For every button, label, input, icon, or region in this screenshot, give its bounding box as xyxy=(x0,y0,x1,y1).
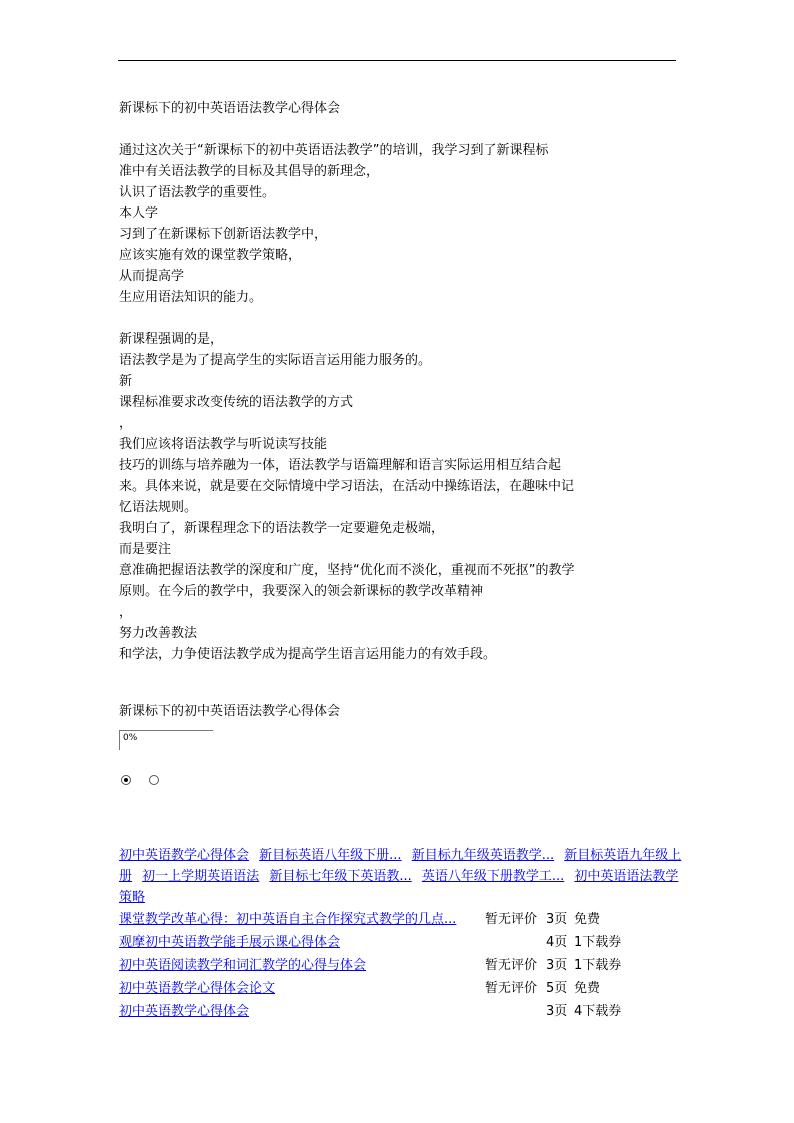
related-tag-link[interactable]: 英语八年级下册教学工... xyxy=(421,869,565,884)
related-tag-link[interactable]: 初中英语教学心得体会 xyxy=(119,848,250,863)
body-line: 努力改善教法 xyxy=(119,626,198,641)
related-tag-link[interactable]: 初一上学期英语语法 xyxy=(142,869,260,884)
doc-pages: 3页 xyxy=(546,912,568,927)
body-line: 技巧的训练与培养融为一体，语法教学与语篇理解和语言实际运用相互结合起 xyxy=(119,458,562,473)
related-doc-link[interactable]: 观摩初中英语教学能手展示课心得体会 xyxy=(119,935,341,950)
doc-rating: 暂无评价 xyxy=(485,981,538,996)
viewer-title: 新课标下的初中英语语法教学心得体会 xyxy=(119,704,341,719)
top-rule xyxy=(118,60,676,61)
doc-pages: 3页 xyxy=(546,1004,568,1019)
body-line: 本人学 xyxy=(119,206,159,221)
doc-price: 1下载券 xyxy=(574,935,622,950)
body-line: 意准确把握语法教学的深度和广度，坚持“优化而不淡化，重视而不死抠”的教学 xyxy=(119,563,575,578)
related-tag-link[interactable]: 新目标九年级英语教学... xyxy=(411,848,555,863)
body-line: 习到了在新课标下创新语法教学中， xyxy=(119,227,328,242)
body-line: 我明白了，新课程理念下的语法教学一定要避免走极端， xyxy=(119,521,445,536)
doc-pages: 3页 xyxy=(546,958,568,973)
body-line: 认识了语法教学的重要性。 xyxy=(119,185,276,200)
body-line: 通过这次关于“新课标下的初中英语语法教学”的培训，我学习到了新课程标 xyxy=(119,143,549,158)
doc-rating: 暂无评价 xyxy=(485,912,538,927)
radio-option-2[interactable] xyxy=(149,775,159,785)
body-line: 而是要注 xyxy=(119,542,172,557)
related-docs-list xyxy=(119,908,689,1023)
body-line: 新 xyxy=(119,374,133,389)
body-line: 来。具体来说，就是要在交际情境中学习语法，在活动中操练语法，在趣味中记 xyxy=(119,479,575,494)
doc-pages: 4页 xyxy=(546,935,568,950)
related-doc-row xyxy=(119,977,689,1000)
body-line: 和学法，力争使语法教学成为提高学生语言运用能力的有效手段。 xyxy=(119,647,497,662)
related-doc-link[interactable]: 初中英语教学心得体会 xyxy=(119,1004,250,1019)
related-tag-link[interactable]: 新目标英语九年级上册 xyxy=(119,848,682,884)
doc-price: 免费 xyxy=(574,981,601,996)
doc-price: 免费 xyxy=(574,912,601,927)
document-body xyxy=(119,98,699,665)
related-doc-row xyxy=(119,931,689,954)
body-line: 新课程强调的是， xyxy=(119,332,224,347)
body-line: 准中有关语法教学的目标及其倡导的新理念， xyxy=(119,164,380,179)
spacer xyxy=(119,119,699,140)
related-section xyxy=(119,845,689,1023)
related-doc-link[interactable]: 初中英语教学心得体会论文 xyxy=(119,981,276,996)
progress-label: 0% xyxy=(123,733,138,743)
related-doc-row xyxy=(119,954,689,977)
body-line: 原则。在今后的教学中，我要深入的领会新课标的教学改革精神 xyxy=(119,584,484,599)
body-line: 应该实施有效的课堂教学策略， xyxy=(119,248,302,263)
doc-pages: 5页 xyxy=(546,981,568,996)
doc-price: 1下载券 xyxy=(574,958,622,973)
progress-field[interactable] xyxy=(119,730,213,750)
doc-rating: 暂无评价 xyxy=(485,958,538,973)
doc-price: 4下载券 xyxy=(574,1004,622,1019)
related-doc-link[interactable]: 课堂教学改革心得：初中英语自主合作探究式教学的几点... xyxy=(119,912,457,927)
body-line: 语法教学是为了提高学生的实际语言运用能力服务的。 xyxy=(119,353,432,368)
related-tag-link[interactable]: 新目标英语八年级下册... xyxy=(259,848,402,863)
radio-option-1[interactable] xyxy=(121,775,131,785)
related-doc-row xyxy=(119,1000,689,1023)
paragraph-gap xyxy=(119,308,699,329)
related-tag-link[interactable]: 新目标七年级下英语教... xyxy=(269,869,412,884)
related-doc-link[interactable]: 初中英语阅读教学和词汇教学的心得与体会 xyxy=(119,958,367,973)
body-line: 生应用语法知识的能力。 xyxy=(119,290,263,305)
body-line: 从而提高学 xyxy=(119,269,185,284)
body-line: 课程标准要求改变传统的语法教学的方式 xyxy=(119,395,354,410)
paragraphs xyxy=(119,140,699,665)
related-tag-link[interactable]: 初中英语语法教学策略 xyxy=(119,869,679,905)
body-line: 我们应该将语法教学与听说读写技能 xyxy=(119,437,328,452)
document-title: 新课标下的初中英语语法教学心得体会 xyxy=(119,101,341,116)
related-tags xyxy=(119,845,689,908)
body-line: 忆语法规则。 xyxy=(119,500,198,515)
related-doc-row xyxy=(119,908,689,931)
body-line: ， xyxy=(119,605,133,620)
body-line: ， xyxy=(119,416,133,431)
